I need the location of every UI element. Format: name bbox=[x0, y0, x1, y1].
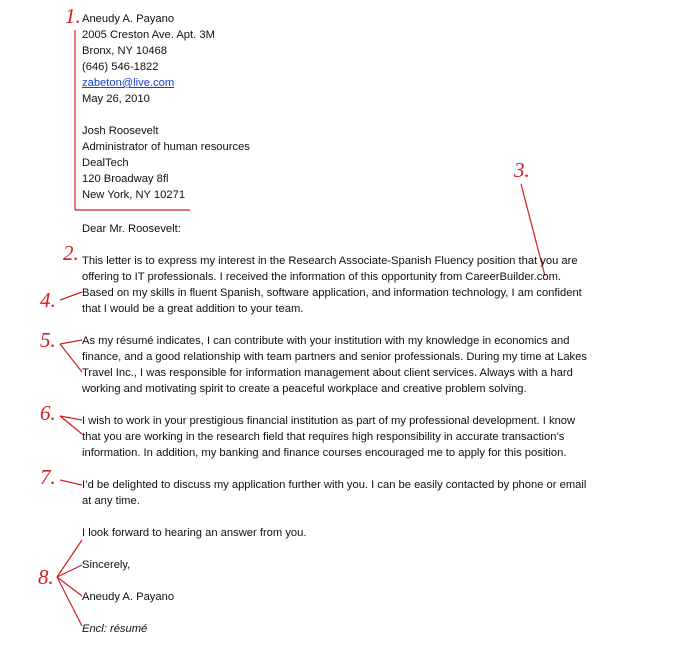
resume-line: working and motivating spirit to create a peaceful workplace and creative problem solving. bbox=[82, 383, 527, 395]
sender-street: 2005 Creston Ave. Apt. 3M bbox=[82, 29, 215, 41]
salutation: Dear Mr. Roosevelt: bbox=[82, 223, 181, 235]
intro-line: offering to IT professionals. I received the information of this opportunity from CareerBuilder.com. bbox=[82, 271, 562, 283]
look-forward: I look forward to hearing an answer from you. bbox=[82, 527, 307, 539]
pointer-8d bbox=[57, 577, 82, 626]
signature-name: Aneudy A. Payano bbox=[82, 591, 175, 603]
marker-1: 1. bbox=[65, 4, 81, 28]
sender-email-link[interactable]: zabeton@live.com bbox=[82, 77, 175, 89]
resume-line: Travel Inc., I was responsible for information management about client services. Always with a hard bbox=[82, 367, 573, 379]
marker-4: 4. bbox=[40, 288, 56, 312]
marker-7: 7. bbox=[40, 465, 56, 489]
recipient-city: New York, NY 10271 bbox=[82, 189, 186, 201]
sender-city: Bronx, NY 10468 bbox=[82, 45, 167, 57]
resume-line: finance, and a good relationship with team partners and senior professionals. During my time at Lakes bbox=[82, 351, 587, 363]
pointer-7 bbox=[60, 480, 82, 485]
intro-line: This letter is to express my interest in the Research Associate-Spanish Fluency position that you are bbox=[82, 255, 578, 267]
pointer-8c bbox=[57, 577, 82, 596]
wish-line: I wish to work in your prestigious financial institution as part of my professional development. I know bbox=[82, 415, 576, 427]
marker-6: 6. bbox=[40, 401, 56, 425]
marker-2: 2. bbox=[63, 241, 79, 265]
recipient-name: Josh Roosevelt bbox=[82, 125, 159, 137]
enclosure: Encl: résumé bbox=[82, 623, 148, 635]
pointer-5a bbox=[60, 340, 82, 344]
intro-line: that I would be a great addition to your team. bbox=[82, 303, 304, 315]
sign-off: Sincerely, bbox=[82, 559, 131, 571]
wish-line: that you are working in the research field that requires high responsibility in accurate transaction’s bbox=[82, 431, 565, 443]
recipient-title: Administrator of human resources bbox=[82, 141, 250, 153]
resume-line: As my résumé indicates, I can contribute with your institution with my knowledge in economics and bbox=[82, 335, 570, 347]
pointer-5b bbox=[60, 344, 82, 372]
pointer-6b bbox=[60, 416, 82, 434]
marker-8: 8. bbox=[38, 565, 54, 589]
sender-name: Aneudy A. Payano bbox=[82, 13, 175, 25]
wish-line: information. In addition, my banking and finance courses encouraged me to apply for this position. bbox=[82, 447, 567, 459]
recipient-street: 120 Broadway 8fl bbox=[82, 173, 169, 185]
letter-date: May 26, 2010 bbox=[82, 93, 150, 105]
sender-phone: (646) 546-1822 bbox=[82, 61, 159, 73]
marker-5: 5. bbox=[40, 328, 56, 352]
marker-3: 3. bbox=[514, 158, 530, 182]
pointer-4 bbox=[60, 292, 82, 300]
recipient-company: DealTech bbox=[82, 157, 129, 169]
intro-line: Based on my skills in fluent Spanish, software application, and information technology, I am confident bbox=[82, 287, 582, 299]
closing-line: I’d be delighted to discuss my application further with you. I can be easily contacted by phone or email bbox=[82, 479, 587, 491]
closing-line: at any time. bbox=[82, 495, 140, 507]
